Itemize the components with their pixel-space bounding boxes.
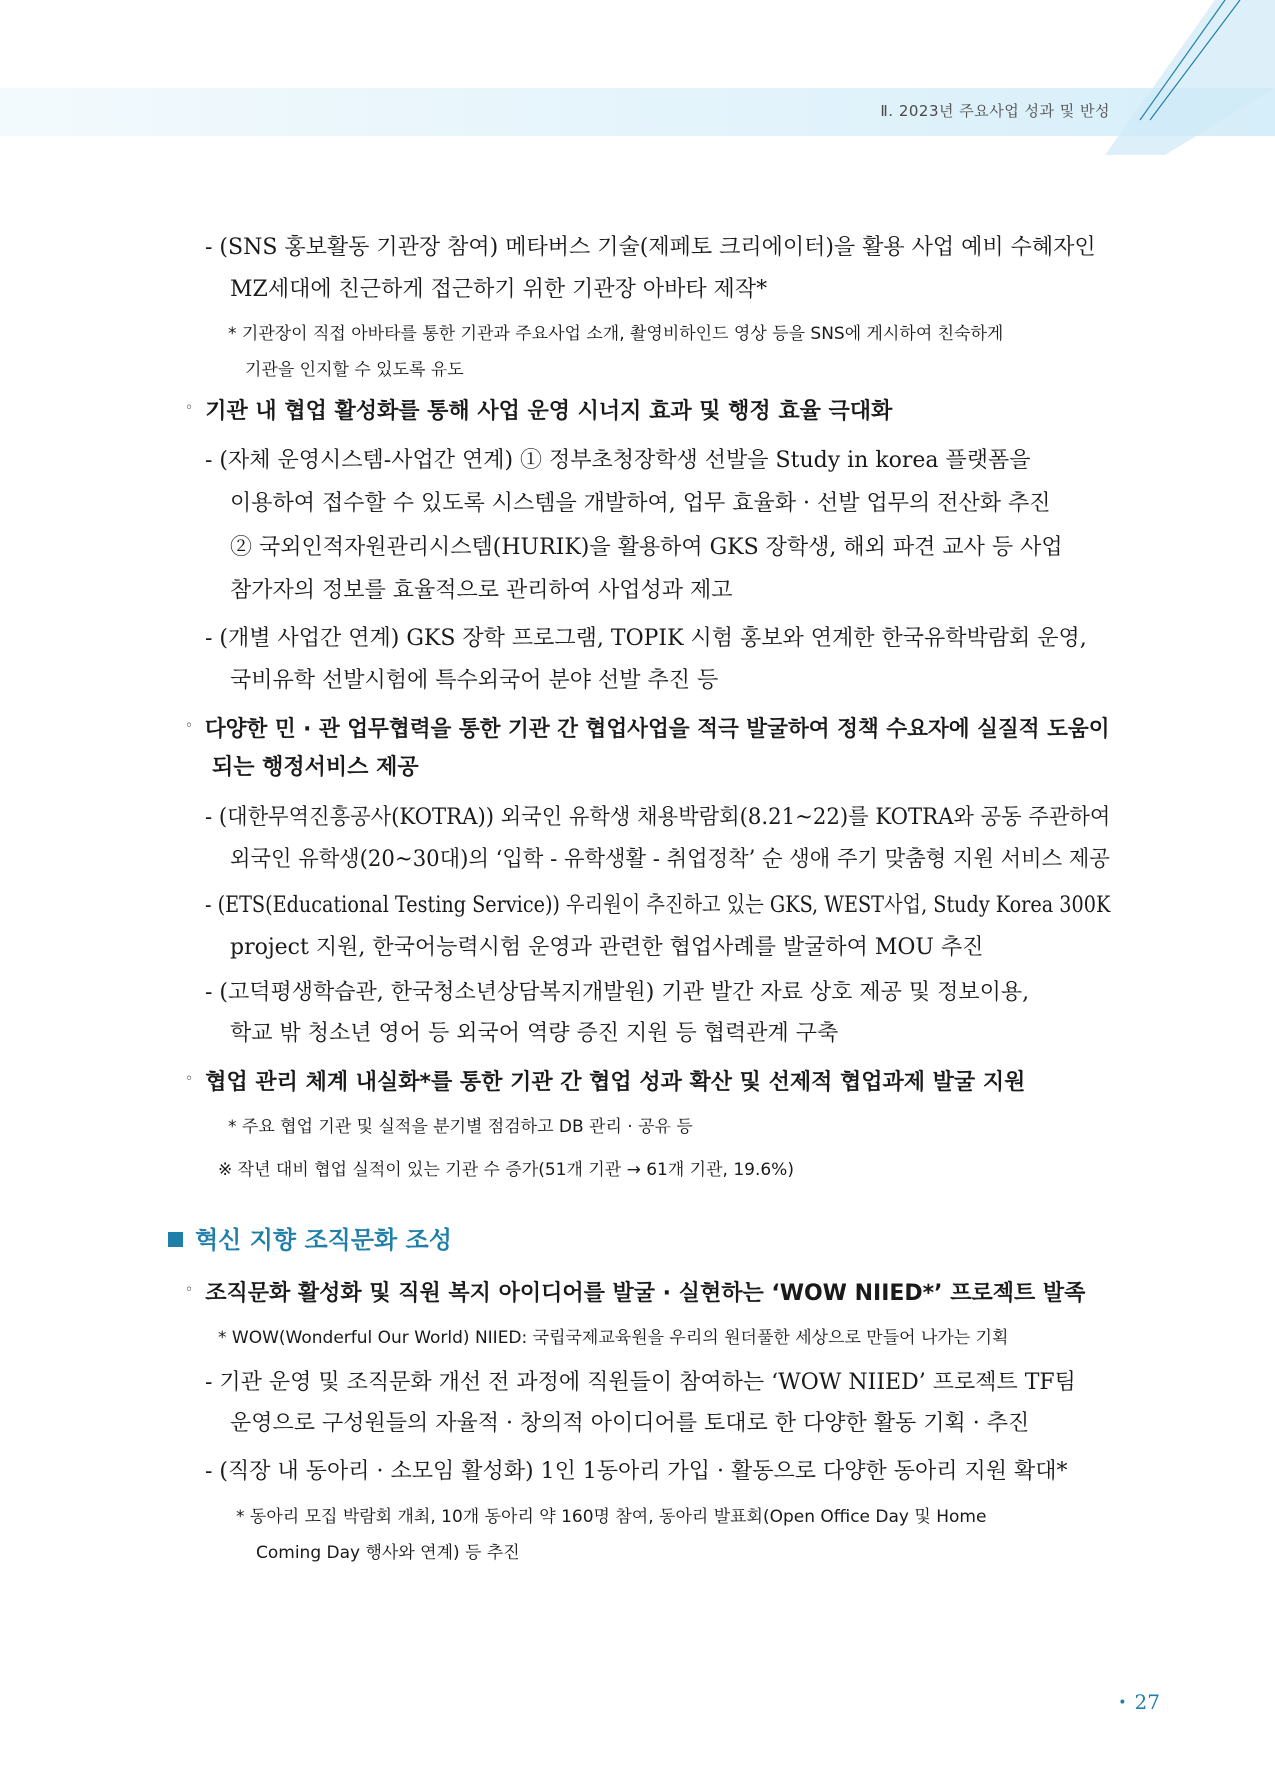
text-line: - (개별 사업간 연계) GKS 장학 프로그램, TOPIK 시험 홍보와 연계한 한국유학박람회 운영, — [205, 626, 1087, 651]
page-number — [1118, 1690, 1160, 1714]
text-line: - (대한무역진흥공사(KOTRA)) 외국인 유학생 채용박람회(8.21~22)를 KOTRA와 공동 주관하여 — [205, 805, 1111, 830]
text-line: ② 국외인적자원관리시스템(HURIK)을 활용하여 GKS 장학생, 해외 파견 교사 등 사업 — [230, 535, 1063, 560]
page-number-dot: • — [1118, 1695, 1127, 1711]
text-line: - 기관 운영 및 조직문화 개선 전 과정에 직원들이 참여하는 ‘WOW NIIED’ 프로젝트 TF팀 — [205, 1370, 1076, 1395]
text-line: 학교 밖 청소년 영어 등 외국어 역량 증진 지원 등 협력관계 구축 — [230, 1021, 839, 1046]
header-title: Ⅱ. 2023년 주요사업 성과 및 반성 — [880, 102, 1110, 120]
page-number-value: 27 — [1134, 1690, 1160, 1714]
bullet-item — [185, 712, 1110, 743]
text-line: - (직장 내 동아리 · 소모임 활성화) 1인 1동아리 가입 · 활동으로 다양한 동아리 지원 확대* — [205, 1459, 1068, 1484]
bullet-text: 협업 관리 체계 내실화*를 통한 기관 간 협업 성과 확산 및 선제적 협업과제 발굴 지원 — [205, 1070, 1026, 1095]
section-square-icon — [168, 1232, 183, 1247]
section-title: 혁신 지향 조직문화 조성 — [195, 1226, 452, 1254]
text-line: MZ세대에 친근하게 접근하기 위한 기관장 아바타 제작* — [230, 277, 768, 302]
bullet-item — [185, 1276, 1085, 1307]
bullet-item — [185, 394, 892, 425]
bullet-marker: ◦ — [185, 1071, 194, 1087]
text-line: 운영으로 구성원들의 자율적 · 창의적 아이디어를 토대로 한 다양한 활동 기획 · 추진 — [230, 1411, 1030, 1436]
text-line: 이용하여 접수할 수 있도록 시스템을 개발하여, 업무 효율화 · 선발 업무의 전산화 추진 — [230, 491, 1051, 516]
text-line: 국비유학 선발시험에 특수외국어 분야 선발 추진 등 — [230, 668, 719, 693]
header-decoration-shape — [1105, 0, 1275, 155]
footnote-line: 기관을 인지할 수 있도록 유도 — [245, 360, 464, 380]
text-line: 참가자의 정보를 효율적으로 관리하여 사업성과 제고 — [230, 578, 733, 603]
bullet-marker: ◦ — [185, 1282, 194, 1298]
bullet-item — [185, 1065, 1025, 1096]
bullet-marker: ◦ — [185, 718, 194, 734]
text-line: - (고덕평생학습관, 한국청소년상담복지개발원) 기관 발간 자료 상호 제공 및 정보이용, — [205, 980, 1030, 1005]
bullet-text: 기관 내 협업 활성화를 통해 사업 운영 시너지 효과 및 행정 효율 극대화 — [205, 399, 893, 424]
footnote-line: * 주요 협업 기관 및 실적을 분기별 점검하고 DB 관리 · 공유 등 — [228, 1117, 693, 1137]
footnote-line: Coming Day 행사와 연계) 등 추진 — [256, 1543, 520, 1563]
footnote-line: * 동아리 모집 박람회 개최, 10개 동아리 약 160명 참여, 동아리 발표회(Open Office Day 및 Home — [236, 1507, 987, 1527]
footnote-line: * 기관장이 직접 아바타를 통한 기관과 주요사업 소개, 촬영비하인드 영상 등을 SNS에 게시하여 친숙하게 — [228, 324, 1004, 344]
footnote-line: ※ 작년 대비 협업 실적이 있는 기관 수 증가(51개 기관 → 61개 기관, 19.6%) — [218, 1160, 794, 1180]
text-line: - (ETS(Educational Testing Service)) 우리원이 추진하고 있는 GKS, WEST사업, Study Korea 300K — [205, 893, 1111, 918]
text-line: project 지원, 한국어능력시험 운영과 관련한 협업사례를 발굴하여 MOU 추진 — [230, 935, 984, 960]
bullet-marker: ◦ — [185, 400, 194, 416]
header-decoration — [0, 0, 1275, 160]
text-line: 외국인 유학생(20~30대)의 ‘입학 - 유학생활 - 취업정착’ 순 생애 주기 맞춤형 지원 서비스 제공 — [230, 847, 1110, 872]
section-heading — [168, 1220, 452, 1255]
bullet-text: 다양한 민 · 관 업무협력을 통한 기관 간 협업사업을 적극 발굴하여 정책 수요자에 실질적 도움이 — [204, 717, 1110, 742]
bullet-text: 조직문화 활성화 및 직원 복지 아이디어를 발굴 · 실현하는 ‘WOW NIIED*’ 프로젝트 발족 — [205, 1281, 1086, 1306]
text-line: - (자체 운영시스템-사업간 연계) ① 정부초청장학생 선발을 Study in korea 플랫폼을 — [205, 448, 1031, 473]
footnote-line: * WOW(Wonderful Our World) NIIED: 국립국제교육원을 우리의 원더풀한 세상으로 만들어 나가는 기획 — [218, 1328, 1009, 1348]
bullet-text: 되는 행정서비스 제공 — [212, 755, 419, 780]
text-line: - (SNS 홍보활동 기관장 참여) 메타버스 기술(제페토 크리에이터)을 활용 사업 예비 수혜자인 — [205, 235, 1096, 260]
